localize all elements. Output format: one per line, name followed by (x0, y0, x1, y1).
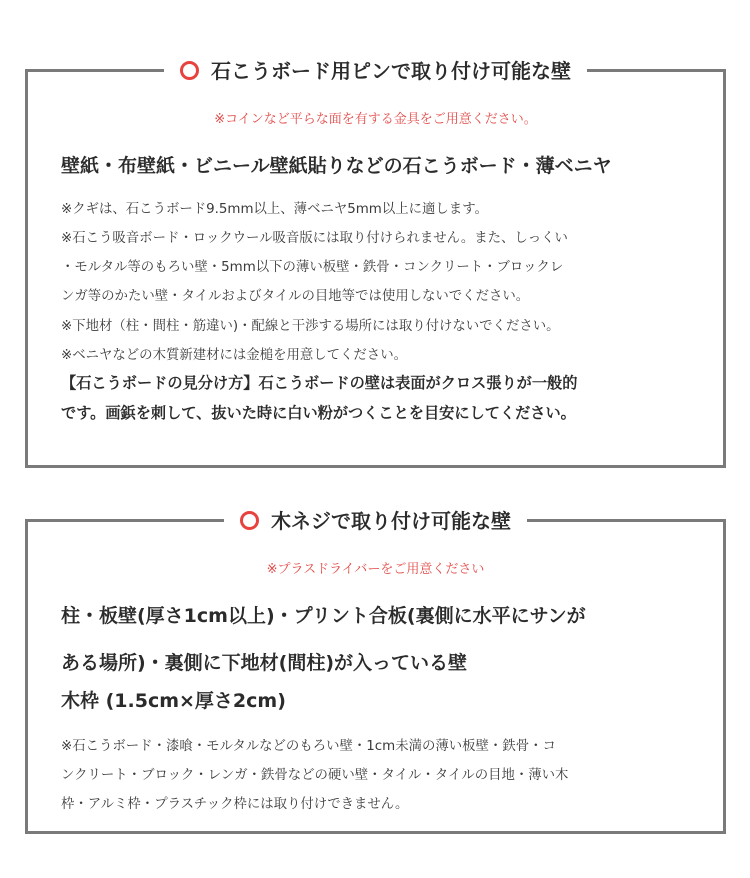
note-line: ンクリート・ブロック・レンガ・鉄骨などの硬い壁・タイル・タイルの目地・薄い木 (61, 768, 569, 783)
note-line: ※石こう吸音ボード・ロックウール吸音版には取り付けられません。また、しっくい (61, 231, 568, 246)
screw-wall-section (25, 509, 726, 834)
wall-type-line: ある場所)・裏側に下地材(間柱)が入っている壁 (61, 652, 468, 674)
tool-notice: ※コインなど平らな面を有する金具をご用意ください。 (214, 112, 537, 127)
pin-wall-section (25, 59, 726, 468)
section-title (224, 504, 527, 538)
section-title-row (28, 54, 723, 88)
section-title-text: 木ネジで取り付け可能な壁 (271, 509, 511, 533)
identification-tip: 【石こうボードの見分け方】石こうボードの壁は表面がクロス張りが一般的 (61, 374, 578, 392)
circle-icon (180, 61, 199, 80)
note-line: ※クギは、石こうボード9.5mm以上、薄ベニヤ5mm以上に適します。 (61, 202, 488, 217)
wall-type-heading: 壁紙・布壁紙・ビニール壁紙貼りなどの石こうボード・薄ベニヤ (61, 155, 612, 177)
note-line: ※石こうボード・漆喰・モルタルなどのもろい壁・1cm未満の薄い板壁・鉄骨・コ (61, 739, 556, 754)
section-title (164, 54, 587, 88)
note-line: ・モルタル等のもろい壁・5mm以下の薄い板壁・鉄骨・コンクリート・ブロックレ (61, 260, 564, 275)
note-line: ※ベニヤなどの木質新建材には金槌を用意してください。 (61, 348, 407, 363)
note-line: ※下地材（柱・間柱・筋違い)・配線と干渉する場所には取り付けないでください。 (61, 319, 560, 334)
wall-type-line: 柱・板壁(厚さ1cm以上)・プリント合板(裏側に水平にサンが (61, 605, 586, 627)
tool-notice: ※プラスドライバーをご用意ください (266, 562, 485, 577)
note-line: 枠・アルミ枠・プラスチック枠には取り付けできません。 (61, 797, 409, 812)
section-title-text: 石こうボード用ピンで取り付け可能な壁 (211, 59, 571, 83)
identification-tip: です。画鋲を刺して、抜いた時に白い粉がつくことを目安にしてください。 (61, 404, 576, 422)
note-line: ンガ等のかたい壁・タイルおよびタイルの目地等では使用しないでください。 (61, 289, 530, 304)
section-title-row (28, 504, 723, 538)
wall-type-line: 木枠 (1.5cm×厚さ2cm) (61, 690, 286, 712)
circle-icon (240, 511, 259, 530)
